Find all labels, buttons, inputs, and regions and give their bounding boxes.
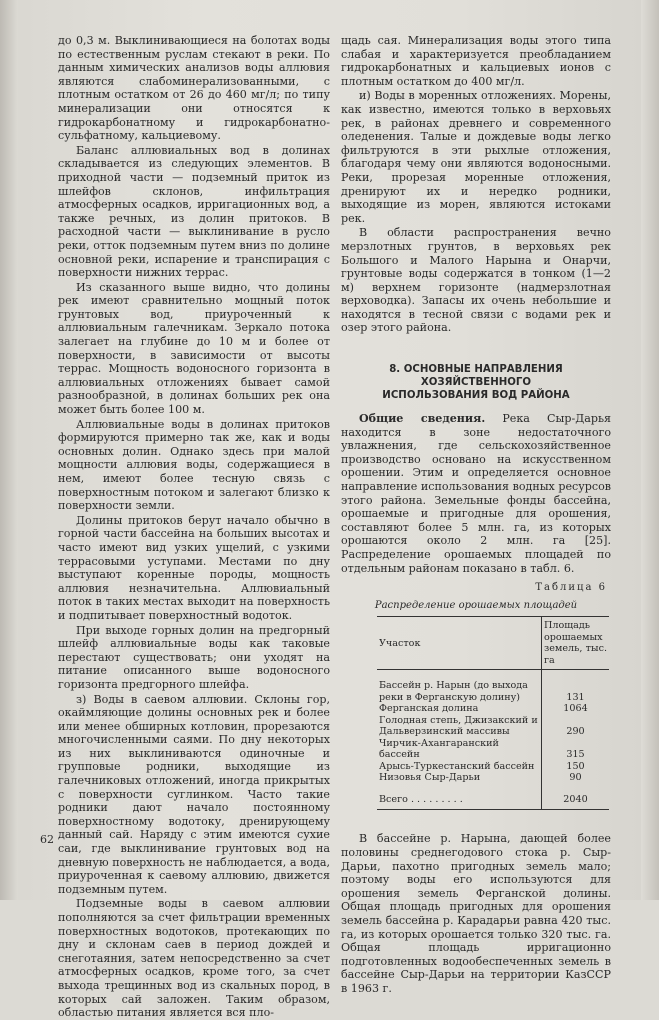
table-row: [377, 772, 609, 784]
paragraph: Аллювиальные воды в долинах притоков формируются примерно так же, как и воды основных долин. Однако здесь при малой мощности аллювия воды, содержащиеся в нем, имеют более тесную связь с поверхностным потоком и залегают близко к поверхности земли.: [58, 417, 330, 513]
table-cell-value: 90: [569, 772, 582, 784]
paragraph: В области распространения вечно мерзлотных грунтов, в верховьях рек Большого и Малого Нарына и Онарчи, грунтовые воды содержатся в тонком (1—2 м) верхнем горизонте (надмерзлотная верховодка). Запасы их очень небольшие и находятся в тесной связи с водами рек и озер этого района.: [341, 226, 611, 335]
table-cell-value: 131: [566, 691, 585, 703]
general-lead: Общие сведения.: [359, 412, 486, 426]
paragraph: При выходе горных долин на предгорный шлейф аллювиальные воды как таковые перестают существовать; они уходят на питание описанного выше водоносного горизонта предгорного шлейфа.: [58, 623, 330, 691]
table-caption: Таблица 6: [535, 582, 607, 594]
section-heading: [341, 363, 611, 402]
left-column: [58, 34, 330, 1020]
section-heading-line: 8. ОСНОВНЫЕ НАПРАВЛЕНИЯ ХОЗЯЙСТВЕННОГО: [389, 364, 563, 389]
table-cell-value: 315: [566, 749, 585, 761]
paragraph: щадь сая. Минерализация воды этого типа слабая и характеризуется преобладанием гидрокарбонатных и кальциевых ионов с плотным остатком до 400 мг/л.: [341, 34, 611, 88]
table-header-area: Площадь орошаемых земель, тыс. га: [542, 617, 610, 670]
table-cell-name: Голодная степь, Джизакский и Дальверзинский массивы: [377, 715, 542, 738]
table-cell-value: 1064: [563, 703, 588, 715]
page-number: 62: [40, 833, 54, 846]
table-row: [377, 738, 609, 761]
table-row: [377, 715, 609, 738]
irrigated-areas-table: [377, 616, 609, 810]
paragraph: з) Воды в саевом аллювии. Склоны гор, окаймляющие долины основных рек и более или менее обширных котловин, прорезаются многочисленными саями. По дну некоторых из них выклиниваются одиночные и групповые родники, выходящие из галечниковых отложений, иногда прикрытых с поверхности суглинком. Часто такие родники дают начало постоянному поверхностному водотоку, дренирующему данный сай. Наряду с этим имеются сухие саи, где выклинивание грунтовых вод на дневную поверхность не наблюдается, а вода, приуроченная к саевому аллювию, движется подземным путем.: [58, 692, 330, 896]
table-total-row: [377, 784, 609, 810]
table-cell-name: Низовья Сыр-Дарьи: [377, 772, 542, 784]
table-header-row: [377, 617, 609, 670]
page-edge-left: [0, 0, 18, 900]
table-row: [377, 703, 609, 715]
page-edge-right: [641, 0, 659, 900]
table-title: Распределение орошаемых площадей: [374, 599, 578, 611]
general-text: Река Сыр-Дарья находится в зоне недостаточного увлажнения, где сельскохозяйственное производство основано на искусственном орошении. Этим и определяется основное направление использования водных ресурсов этого района. Земельные фонды бассейна, орошаемые и пригодные для орошения, составляют более 5 млн. га, из которых орошаются около 2 млн. га [25]. Распределение орошаемых площадей по отдельным районам показано в табл. 6.: [341, 412, 611, 575]
paragraph: В бассейне р. Нарына, дающей более половины среднегодового стока р. Сыр-Дарьи, пахотно пригодных земель мало; поэтому воды его используются для орошения земель Ферганской долины. Общая площадь пригодных для орошения земель бассейна р. Карадарьи равна 420 тыс. га, из которых орошается только 320 тыс. га. Общая площадь ирригационно подготовленных водообеспеченных земель в бассейне Сыр-Дарьи на территории КазССР в 1963 г.: [341, 832, 611, 995]
table-cell-name: Арысь-Туркестанский бассейн: [377, 761, 542, 773]
paragraph: Подземные воды в саевом аллювии пополняются за счет фильтрации временных поверхностных водотоков, протекающих по дну и склонам саев в период дождей и снеготаяния, затем непосредственно за счет атмосферных осадков, кроме того, за счет выхода трещинных вод из скальных пород, в которых сай заложен. Таким образом, областью питания является вся пло-: [58, 897, 330, 1020]
table-header-plot: Участок: [377, 617, 542, 670]
right-column: [341, 34, 611, 996]
paragraph: Долины притоков берут начало обычно в горной части бассейна на больших высотах и часто имеют вид узких ущелий, с узкими террасовыми уступами. Местами по дну выступают коренные породы, мощность аллювия незначительна. Аллювиальный поток в таких местах выходит на поверхность и подпитывает поверхностный водоток.: [58, 513, 330, 622]
paragraph: Из сказанного выше видно, что долины рек имеют сравнительно мощный поток грунтовых вод, приуроченный к аллювиальным галечникам. Зеркало потока залегает на глубине до 10 м и более от поверхности, в зависимости от высоты террас. Мощность водоносного горизонта в аллювиальных отложениях бывает самой разнообразной, в долинах больших рек она может быть более 100 м.: [58, 280, 330, 417]
table-cell-name: Бассейн р. Нарын (до выхода реки в Ферганскую долину): [377, 670, 542, 704]
table-cell-value: 150: [566, 760, 585, 772]
paragraph: [341, 412, 611, 575]
table-cell-value: 290: [566, 726, 585, 738]
paragraph: до 0,3 м. Выклинивающиеся на болотах воды по естественным руслам стекают в реки. По данным химических анализов воды аллювия являются слабоминерализованными, с плотным остатком от 26 до 460 мг/л; по типу минерализации они относятся к гидрокарбонатному и гидрокарбонатно-сульфатному, кальциевому.: [58, 34, 330, 143]
table-total-value: 2040: [542, 784, 610, 810]
paragraph: и) Воды в моренных отложениях. Морены, как известно, имеются только в верховьях рек, в районах древнего и современного оледенения. Талые и дождевые воды легко фильтруются в эти рыхлые отложения, благодаря чему они являются водоносными. Реки, прорезая моренные отложения, дренируют их и нередко родники, выходящие из морен, являются истоками рек.: [341, 89, 611, 225]
table-cell-name: Ферганская долина: [377, 703, 542, 715]
section-heading-line: ИСПОЛЬЗОВАНИЯ ВОД РАЙОНА: [382, 390, 570, 402]
table-total-label: Всего . . . . . . . . .: [377, 784, 542, 810]
table-row: [377, 761, 609, 773]
table-cell-name: Чирчик-Ахангаранский бассейн: [377, 738, 542, 761]
table-row: [377, 670, 609, 704]
paragraph: Баланс аллювиальных вод в долинах складывается из следующих элементов. В приходной части — подземный приток из шлейфов склонов, инфильтрация атмосферных осадков, ирригационных вод, а также речных, из долин притоков. В расходной части — выклинивание в русло реки, отток подземным путем вниз по долине основной реки, испарение и транспирация с поверхности нижних террас.: [58, 143, 330, 280]
